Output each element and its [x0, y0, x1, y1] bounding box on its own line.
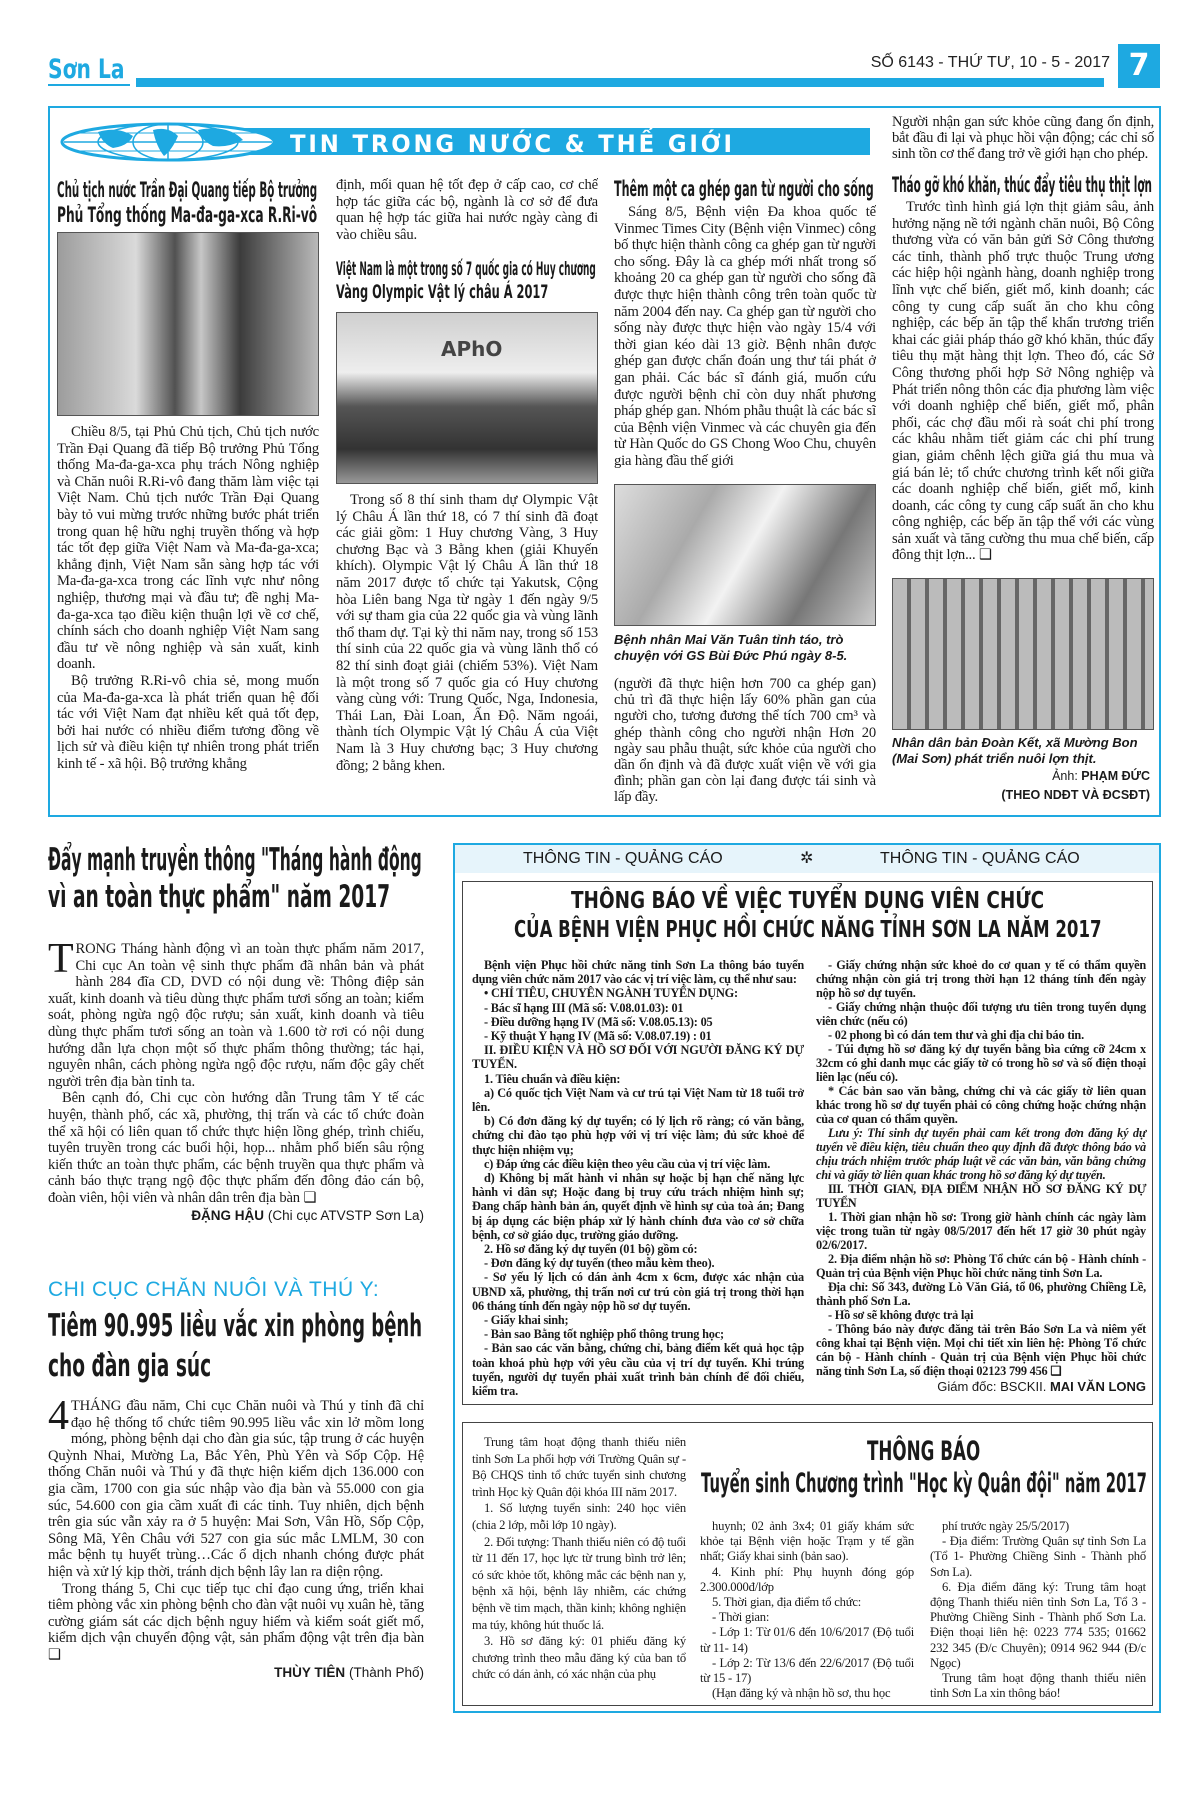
article-headline: Việt Nam là một trong số 7 quốc gia có Huy chương Vàng Olympic Vật lý châu Á 2017 [336, 258, 596, 303]
article-body-continued: định, mối quan hệ tốt đẹp ở cấp cao, cơ chế hợp tác giữa các bộ, ngành là cơ sở để đưa quan hệ hợp tác giữa hai nước ngày càng đi vào chiều sâu. [336, 177, 598, 243]
separator-icon: ✲ [800, 850, 814, 867]
article-body-continued: (người đã thực hiện hơn 700 ca ghép gan) chủ trì đã thực hiện lấy 60% phần gan của người cho, tương đương thể tích 700 cm³ và ghép thành công cho người nhận Hơn 20 ngày sau phẫu thuật, sức khỏe của người cho dần ổn định và đã được xuất viện về với gia đình; phần gan còn lại đang được tái sinh và lấp đầy. [614, 676, 876, 806]
article-body-continued: Người nhận gan sức khỏe cũng đang ổn định, bắt đầu đi lại và phục hồi vận động; các chỉ số sinh tồn cơ thể đang trở về giới hạn cho phép. [892, 114, 1154, 162]
military-col-2: huynh; 02 ảnh 3x4; 01 giấy khám sức khỏe tại Bệnh viện hoặc Trạm y tế gần nhất; Giấy khai sinh (bản sao). 4. Kinh phí: Phụ huynh đóng góp 2.300.000đ/lớp 5. Thời gian, địa điểm tổ chức: - Thời gian: - Lớp 1: Từ 01/6 đến 10/6/2017 (Độ tuổi từ 11- 14) - Lớp 2: Từ 13/6 đến 22/6/2017 (Độ tuổi từ 15 - 17) (Hạn đăng ký và nhận hồ sơ, thu học [700, 1519, 914, 1701]
issue-info: SỐ 6143 - THỨ TƯ, 10 - 5 - 2017 [780, 54, 1110, 72]
article-body: Trong số 8 thí sinh tham dự Olympic Vật lý Châu Á lần thứ 18, có 7 thí sinh đã đoạt các giải gồm: 1 Huy chương Vàng, 3 Huy chương Bạc và 3 Bằng khen (giải Khuyến khích). Olympic Vật lý Châu Á lần thứ 18 năm 2017 được tổ chức tại Yakutsk, Cộng hòa Liên bang Nga từ ngày 1 đến ngày 9/5 với sự tham gia của 22 quốc gia và vùng lãnh thổ tham dự. Tại kỳ thi năm nay, trong số 153 thí sinh của 22 quốc gia và vùng lãnh thổ có 82 thí sinh đoạt giải (chiếm 53%). Việt Nam là một trong số 7 quốc gia có Huy chương vàng cùng với: Trung Quốc, Nga, Indonesia, Thái Lan, Đài Loan, Ấn Độ. Năm ngoái, thành tích Olympic Vật lý Châu Á của Việt Nam là 3 Huy chương bạc; 3 Huy chương đồng; 2 bằng khen. [336, 492, 598, 774]
article-body: TRONG Tháng hành động vì an toàn thực phẩm năm 2017, Chi cục An toàn vệ sinh thực phẩm đã nhân bản và phát hành 284 đĩa CD, DVD có nội dung về: Thông điệp sản xuất, kinh doanh và tiêu dùng thực phẩm tươi sống an toàn; kiểm soát, phòng ngừa ngộ độc rượu; sản xuất, kinh doanh và tiêu dùng thực phẩm tươi sống an toàn và 1.600 tờ rơi có nội dung hướng dẫn lựa chọn một số thực phẩm thông thường; tác hại, nguyên nhân, cách phòng ngừa ngộ độc rượu, nấm độc gây chết người trên địa bàn tỉnh ta. Bên cạnh đó, Chi cục còn hướng dẫn Trung tâm Y tế các huyện, thành phố, các xã, phường, thị trấn và các tổ chức đoàn thể xã hội có liên quan tổ chức thực hiện lồng ghép, trình chiếu, tuyên truyền trong các buổi hội, họp... nhằm phổ biến sâu rộng kiến thức an toàn thực phẩm, các bệnh truyền qua thực phẩm và cảnh báo thực trạng ngộ độc thực phẩm đến đông đảo cán bộ, đoàn viên, hội viên và nhân dân trên địa bàn ❑ ĐẶNG HẬU (Chi cục ATVSTP Sơn La) [48, 936, 424, 1223]
news-source: (THEO NDĐT VÀ ĐCSĐT) [1001, 788, 1150, 802]
photo-caption: Bệnh nhân Mai Văn Tuân tỉnh táo, trò chuyện với GS Bùi Đức Phú ngày 8-5. [614, 632, 848, 663]
recruitment-col-2: - Giấy chứng nhận sức khoẻ do cơ quan y tế có thẩm quyền chứng nhận còn giá trị trong thời hạn 12 tháng tính đến ngày nộp hồ sơ dự tuyển. - Giấy chứng nhận thuộc đối tượng ưu tiên trong tuyển dụng viên chức (nếu có) - 02 phong bì có dán tem thư và ghi địa chỉ báo tin. - Túi đựng hồ sơ đăng ký dự tuyển bằng bìa cứng cỡ 24cm x 32cm có ghi danh mục các giấy tờ có trong hồ sơ và số điện thoại liên lạc (nếu có). * Các bản sao văn bằng, chứng chỉ và các giấy tờ liên quan khác trong hồ sơ dự tuyển phải có công chứng hoặc chứng nhận của cơ quan có thẩm quyền. Lưu ý: Thí sinh dự tuyển phải cam kết trong đơn đăng ký dự tuyển về điều kiện, tiêu chuẩn theo quy định đã được thông báo và chịu trách nhiệm trước pháp luật về các văn bản, văn bằng chứng chỉ và giấy tờ liên quan khác trong hồ sơ đăng ký dự tuyển. III. THỜI GIAN, ĐỊA ĐIỂM NHẬN HỒ SƠ ĐĂNG KÝ DỰ TUYỂN 1. Thời gian nhận hồ sơ: Trong giờ hành chính các ngày làm việc trong tuần từ ngày 08/5/2017 đến hết 17 giờ 30 phút ngày 02/6/2017. 2. Địa điểm nhận hồ sơ: Phòng Tổ chức cán bộ - Hành chính - Quản trị của Bệnh viện Phục hồi chức năng tỉnh Sơn La. Địa chỉ: Số 343, đường Lò Văn Giá, tổ 06, phường Chiềng Lề, thành phố Sơn La. - Hồ sơ sẽ không được trả lại - Thông báo này được đăng tải trên Báo Sơn La và niêm yết công khai tại Bệnh viện. Mọi chi tiết xin liên hệ: Phòng Tổ chức cán bộ - Hành chính - Quản trị của Bệnh viện Phục hồi chức năng tỉnh Sơn La, số điện thoại 02123 799 456 ❑ Giám đốc: BSCKII. MAI VĂN LONG [816, 958, 1146, 1394]
ads-header: THÔNG TIN - QUẢNG CÁO ✲ THÔNG TIN - QUẢNG CÁO [455, 845, 1159, 873]
apho-logo: APhO [441, 337, 503, 361]
article-body: 4 THÁNG đầu năm, Chi cục Chăn nuôi và Thú y tỉnh đã chỉ đạo hệ thống tổ chức tiêm 90.995 liều vắc xin lở mồm long móng, phòng bệnh dại cho đàn gia súc, tập trung ở các huyện Quỳnh Nhai, Mường La, Bắc Yên, Phù Yên và Sốp Cộp. Hệ thống Chăn nuôi và Thú y đã thực hiện kiểm dịch 136.000 con gia cầm, 1700 con gia súc nhập vào địa bàn và 55.000 con gia súc, 54.600 con gia cầm xuất đi các tỉnh. Tuy nhiên, dịch bệnh trên gia súc vẫn xảy ra ở 5 huyện: Mai Sơn, Vân Hồ, Sốp Cộp, Sông Mã, Yên Châu với 527 con gia súc mắc LMLM, 30 con mắc bệnh tụ huyết trùng…Các ổ dịch nhanh chóng được phát hiện và xử lý kịp thời, tránh dịch bệnh lây lan ra diện rộng. Trong tháng 5, Chi cục tiếp tục chỉ đạo cung ứng, triển khai tiêm phòng vắc xin phòng bệnh cho đàn vật nuôi vụ xuân hè, tăng cường giám sát các dịch bệnh nguy hiểm và kiểm soát giết mổ, kiểm dịch vận chuyển động vật, sản phẩm động vật trên địa bàn ❑ THÙY TIÊN (Thành Phố) [48, 1393, 424, 1680]
signature: Giám đốc: BSCKII. MAI VĂN LONG [937, 1379, 1146, 1394]
article-headline: Tháo gỡ khó khăn, thúc đẩy tiêu thụ thịt lợn [892, 173, 1152, 197]
article-headline: Thêm một ca ghép gan từ người cho sống [614, 177, 874, 201]
section-name: Sơn La [48, 54, 130, 86]
news-banner-title: TIN TRONG NƯỚC & THẾ GIỚI [290, 130, 735, 158]
military-col-1: Trung tâm hoạt động thanh thiếu niên tỉnh Sơn La phối hợp với Trường Quân sự - Bộ CHQS tỉnh tổ chức tuyển sinh chương trình Học kỳ Quân đội khóa III năm 2017. 1. Số lượng tuyển sinh: 240 học viên (chia 2 lớp, mỗi lớp 10 ngày). 2. Đối tượng: Thanh thiếu niên có độ tuổi từ 11 đến 17, học lực từ trung bình trở lên; có sức khỏe tốt, không mắc các bệnh nan y, bệnh xã hội, bệnh lây nhiễm, các chứng bệnh về tim mạch, thần kinh; không nghiện ma túy, không hút thuốc lá. 3. Hồ sơ đăng ký: 01 phiếu đăng ký chương trình theo mẫu đăng ký của ban tổ chức có dán ảnh, có xác nhận của phụ [472, 1435, 686, 1682]
article-body: Sáng 8/5, Bệnh viện Đa khoa quốc tế Vinmec Times City (Bệnh viện Vinmec) công bố thực hiện thành công ca ghép gan từ người cho sống. Đây là ca ghép mới nhất trong số khoảng 20 ca ghép gan từ người cho sống đã được thực hiện thành công trên toàn quốc từ năm 2004 đến nay. Ca ghép gan từ người cho sống này được thực hiện vào ngày 15/4 với thời gian kéo dài 13 giờ. Bệnh nhân được ghép gan được chẩn đoán ung thư tái phát ở gan phải. Các bác sĩ đánh giá, muốn cứu được người bệnh chỉ còn duy nhất phương pháp ghép gan. Nhóm phẫu thuật là các bác sĩ của Bệnh viện Vinmec và các chuyên gia đến từ Hàn Quốc do GS Chong Woo Chu, chuyên gia hàng đầu thế giới [614, 204, 876, 469]
photo-caption: Nhân dân bản Đoàn Kết, xã Mường Bon (Mai Sơn) phát triển nuôi lợn thịt. [892, 735, 1138, 766]
byline: THÙY TIÊN (Thành Phố) [274, 1664, 424, 1680]
recruitment-col-1: Bệnh viện Phục hồi chức năng tỉnh Sơn La thông báo tuyển dụng viên chức năm 2017 vào các vị trí việc làm, cụ thể như sau: • CHỈ TIÊU, CHUYÊN NGÀNH TUYỂN DỤNG: - Bác sĩ hạng III (Mã số: V.08.01.03): 01 - Điều dưỡng hạng IV (Mã số: V.08.05.13): 05 - Kỹ thuật Y hạng IV (Mã số: V.08.07.19) : 01 II. ĐIỀU KIỆN VÀ HỒ SƠ ĐỐI VỚI NGƯỜI ĐĂNG KÝ DỰ TUYỂN. 1. Tiêu chuẩn và điều kiện: a) Có quốc tịch Việt Nam và cư trú tại Việt Nam từ 18 tuổi trở lên. b) Có đơn đăng ký dự tuyển; có lý lịch rõ ràng; có văn bằng, chứng chỉ đào tạo phù hợp với vị trí việc làm; đủ sức khoẻ để thực hiện nhiệm vụ; c) Đáp ứng các điều kiện theo yêu cầu của vị trí việc làm. d) Không bị mất hành vi nhân sự hoặc bị hạn chế năng lực hành vi dân sự; Hoặc đang bị truy cứu trách nhiệm hình sự; Đang chấp hành bản án, quyết định về hình sự của toà án; Đang bị áp dụng các biện pháp xử lý hành chính đưa vào cơ sở chữa bệnh, cơ sở giáo dục, trường giáo dưỡng. 2. Hồ sơ đăng ký dự tuyển (01 bộ) gồm có: - Đơn đăng ký dự tuyển (theo mẫu kèm theo). - Sơ yếu lý lịch có dán ảnh 4cm x 6cm, được xác nhận của UBND xã, phường, thị trấn nơi cư trú còn giá trị trong thời hạn 06 tháng tính đến ngày nộp hồ sơ dự tuyển. - Giấy khai sinh; - Bản sao Bằng tốt nghiệp phổ thông trung học; - Bản sao các văn bằng, chứng chỉ, bảng điểm kết quả học tập toàn khoá phù hợp với yêu cầu của vị trí dự tuyển. Khi trúng tuyển, người dự tuyển phải xuất trình bản chính để đối chiếu, kiểm tra. [472, 958, 804, 1399]
news-banner [58, 122, 873, 162]
military-col-3: phí trước ngày 25/5/2017) - Địa điểm: Trường Quân sự tỉnh Sơn La (Tổ 1- Phường Chiềng Sinh - Thành phố Sơn La). 6. Địa điểm đăng ký: Trung tâm hoạt động Thanh thiếu niên tỉnh Sơn La, Tổ 3 - Phường Chiềng Sinh - Thành phố Sơn La. Điện thoại liên hệ: 0223 774 535; 01662 232 345 (Đ/c Chuyên); 0914 962 944 (Đ/c Ngọc) Trung tâm hoạt động thanh thiếu niên tỉnh Sơn La xin thông báo! [930, 1519, 1146, 1701]
article-body: Chiều 8/5, tại Phủ Chủ tịch, Chủ tịch nước Trần Đại Quang đã tiếp Bộ trưởng Phủ Tổng thống Ma-đa-ga-xca phụ trách Nông nghiệp và Chăn nuôi R.Ri-vô đang thăm làm việc tại Việt Nam. Chủ tịch nước Trần Đại Quang bày tỏ vui mừng trước những bước phát triển trong quan hệ hữu nghị truyền thống và hợp tác tốt đẹp giữa Việt Nam và Ma-đa-ga-xca; khẳng định, Việt Nam sẵn sàng hợp tác với Ma-đa-ga-xca trong các lĩnh vực như nông nghiệp, thương mại và đầu tư; đề nghị Ma-đa-ga-xca tạo điều kiện thuận lợi về cơ chế, chính sách cho doanh nghiệp Việt Nam sang đầu tư về nông nghiệp và sản xuất, kinh doanh. Bộ trưởng R.Ri-vô chia sẻ, mong muốn của Ma-đa-ga-xca là phát triển quan hệ đối tác với Việt Nam đạt nhiều kết quả tốt đẹp, bởi hai nước có nhiều điểm tương đồng về lịch sử và điều kiện tự nhiên trong phát triển kinh tế - xã hội. Bộ trưởng khẳng [57, 424, 319, 772]
globe-icon [58, 122, 278, 162]
article-kicker: CHI CỤC CHĂN NUÔI VÀ THÚ Y: [48, 1278, 380, 1301]
olympic-team-photo [336, 312, 598, 484]
recruitment-title: THÔNG BÁO VỀ VIỆC TUYỂN DỤNG VIÊN CHỨC CỦA BỆNH VIỆN PHỤC HỒI CHỨC NĂNG TỈNH SƠN LA NĂM 2017 [513, 888, 1102, 943]
photo-credit: Ảnh: PHẠM ĐỨC [1052, 769, 1150, 783]
pig-farm-photo [892, 578, 1154, 730]
article-body: Trước tình hình giá lợn thịt giảm sâu, ảnh hưởng nặng nề tới ngành chăn nuôi, Bộ Công thương vừa có văn bản gửi Sở Công thương các tỉnh, thành phố trực thuộc Trung ương các hiệp hội ngành hàng, doanh nghiệp trong lĩnh vực chế biến, giết mổ, kinh doanh; các công ty cung cấp suất ăn cho khu công nghiệp, các bếp ăn tập thể khẩn trương triển khai các giải pháp tháo gỡ khó khăn, thúc đẩy tiêu thụ mặt hàng thịt lợn. Theo đó, các Sở Công thương phối hợp Sở Nông nghiệp và Phát triển nông thôn các địa phương làm việc với doanh nghiệp chế biến, giết mổ, phân phối, các chợ đầu mối rà soát chi phí trong các khâu nhằm tiết giảm các chi phí trung gian, giảm chênh lệch giữa giá thu mua và giá bán lẻ; tổ chức chương trình kết nối giữa các doanh nghiệp chế biến, giết mổ, kinh doanh, các công ty cung cấp suất ăn cho khu công nghiệp, các bếp ăn tập thể với các vùng sản xuất và tăng cường thu mua chế biến, cấp đông thịt lợn... ❑ [892, 199, 1154, 564]
article-headline: Chủ tịch nước Trần Đại Quang tiếp Bộ trưởng Phủ Tổng thống Ma-đa-ga-xca R.Ri-vô [57, 178, 318, 227]
drop-cap: 4 [48, 1393, 69, 1439]
military-title: THÔNG BÁO Tuyển sinh Chương trình "Học kỳ Quân đội" năm 2017 [701, 1436, 1147, 1499]
header-rule [136, 78, 1104, 87]
byline: ĐẶNG HẬU (Chi cục ATVSTP Sơn La) [191, 1207, 424, 1223]
article-headline: Tiêm 90.995 liều vắc xin phòng bệnh cho đàn gia súc [48, 1308, 423, 1384]
drop-cap: T [48, 936, 74, 982]
hospital-patient-photo [614, 484, 876, 626]
president-meeting-photo [57, 232, 319, 416]
article-headline: Đẩy mạnh truyền thông "Tháng hành động vì an toàn thực phẩm" năm 2017 [48, 842, 422, 915]
page-number: 7 [1118, 44, 1160, 88]
